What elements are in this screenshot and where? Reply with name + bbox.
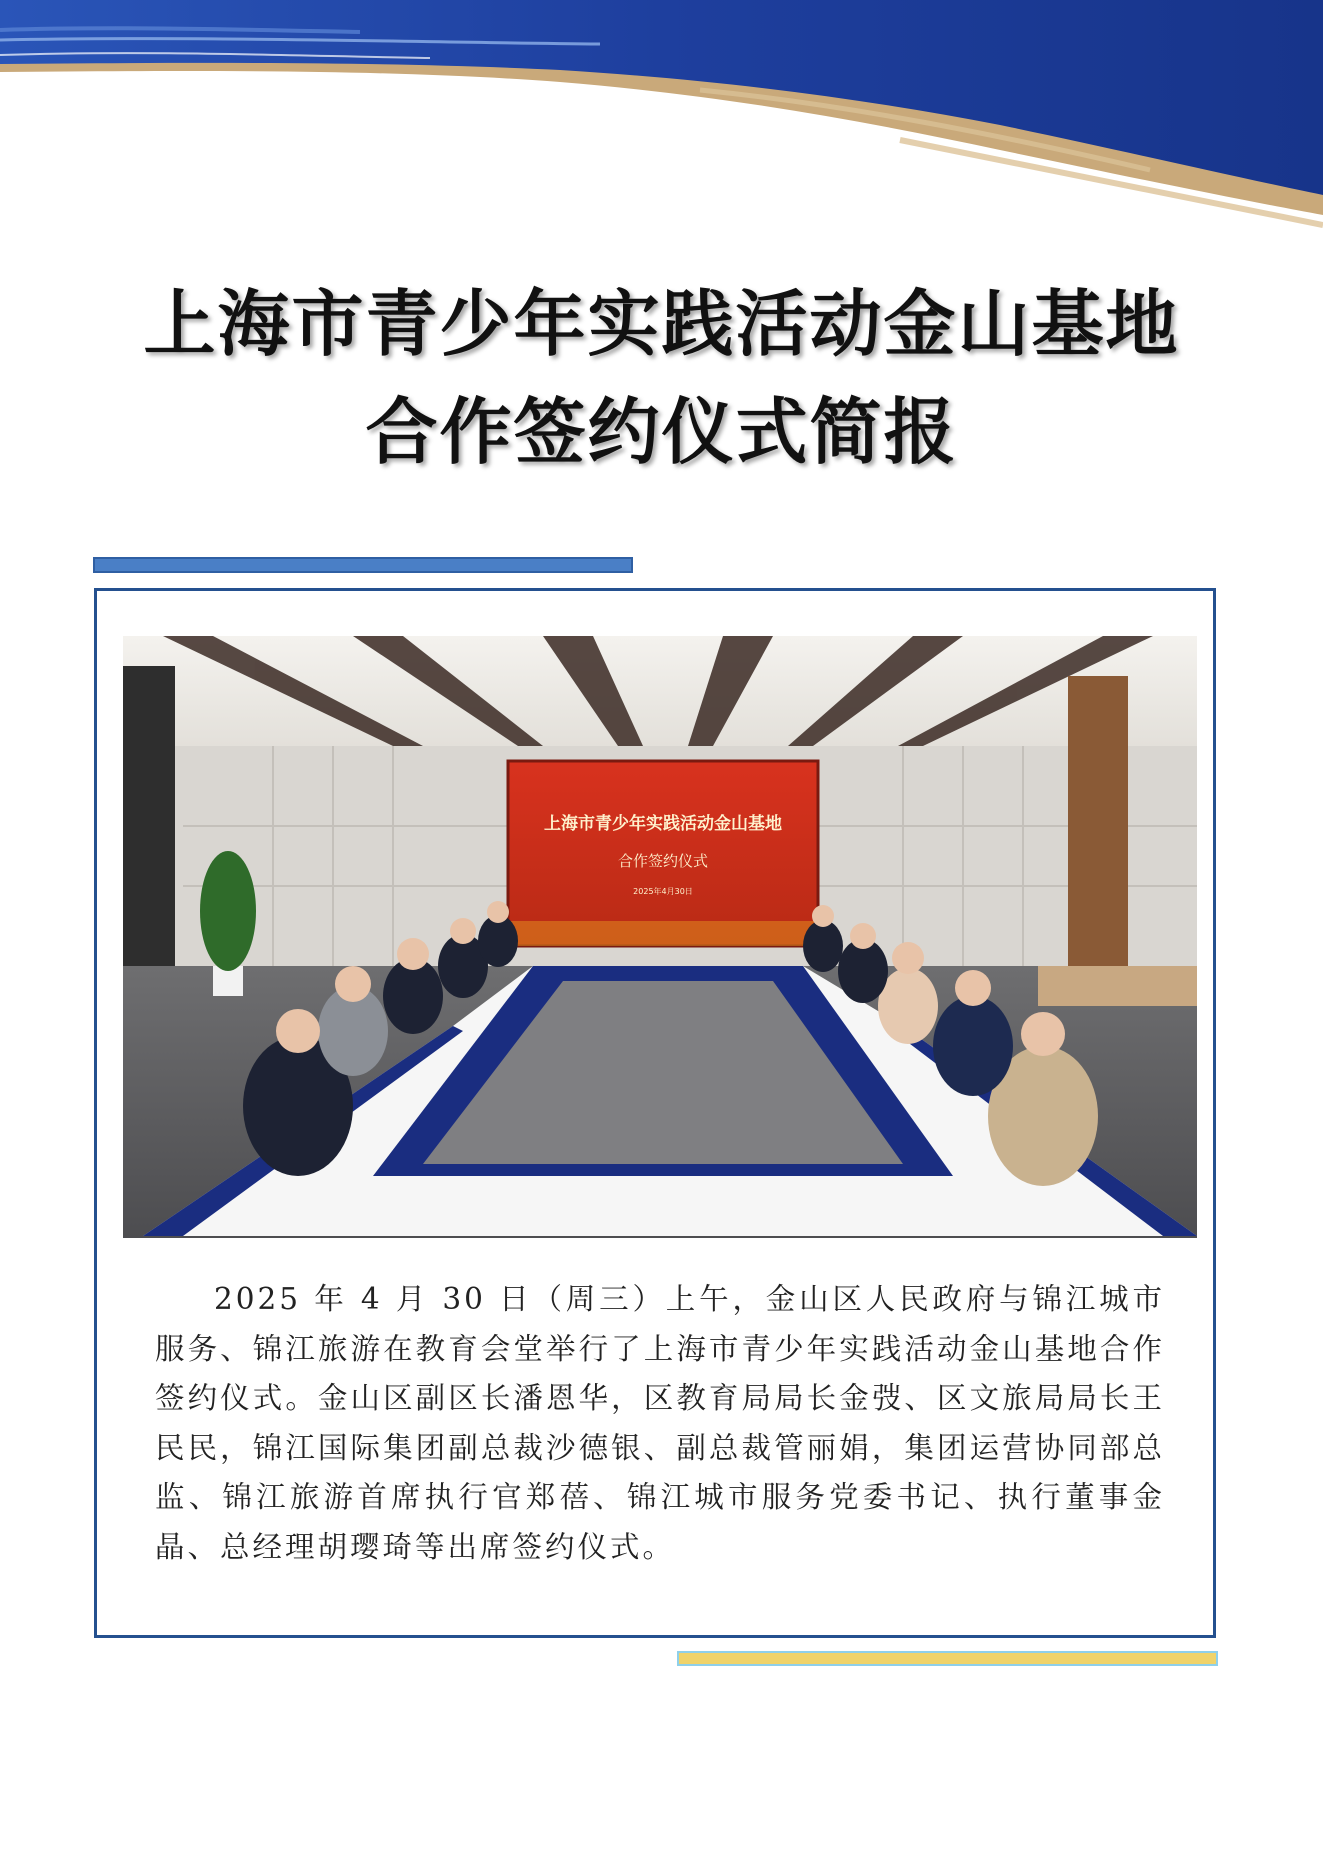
title-line-2: 合作签约仪式简报 [365, 390, 958, 474]
screen-title-line2: 合作签约仪式 [617, 852, 709, 870]
brush-stroke-banner [0, 0, 1323, 270]
decorative-bar-bottom [677, 1651, 1218, 1666]
title-line-1: 上海市青少年实践活动金山基地 [143, 282, 1180, 366]
screen-date: 2025年4月30日 [633, 887, 693, 896]
meeting-room-illustration [123, 636, 1197, 1238]
decorative-bar-top [93, 557, 633, 573]
meeting-photo [123, 636, 1197, 1238]
screen-title-line1: 上海市青少年实践活动金山基地 [544, 814, 782, 834]
content-frame [94, 588, 1216, 1638]
article-paragraph: 2025 年 4 月 30 日（周三）上午，金山区人民政府与锦江城市服务、锦江旅游在教育会堂举行了上海市青少年实践活动金山基地合作签约仪式。金山区副区长潘恩华，区教育局局长金弢、区文旅局局长王民民，锦江国际集团副总裁沙德银、副总裁管丽娟，集团运营协同部总监、锦江旅游首席执行官郑蓓、锦江城市服务党委书记、执行董事金晶、总经理胡璎琦等出席签约仪式。 [155, 1282, 1165, 1564]
page-title [0, 270, 1323, 486]
